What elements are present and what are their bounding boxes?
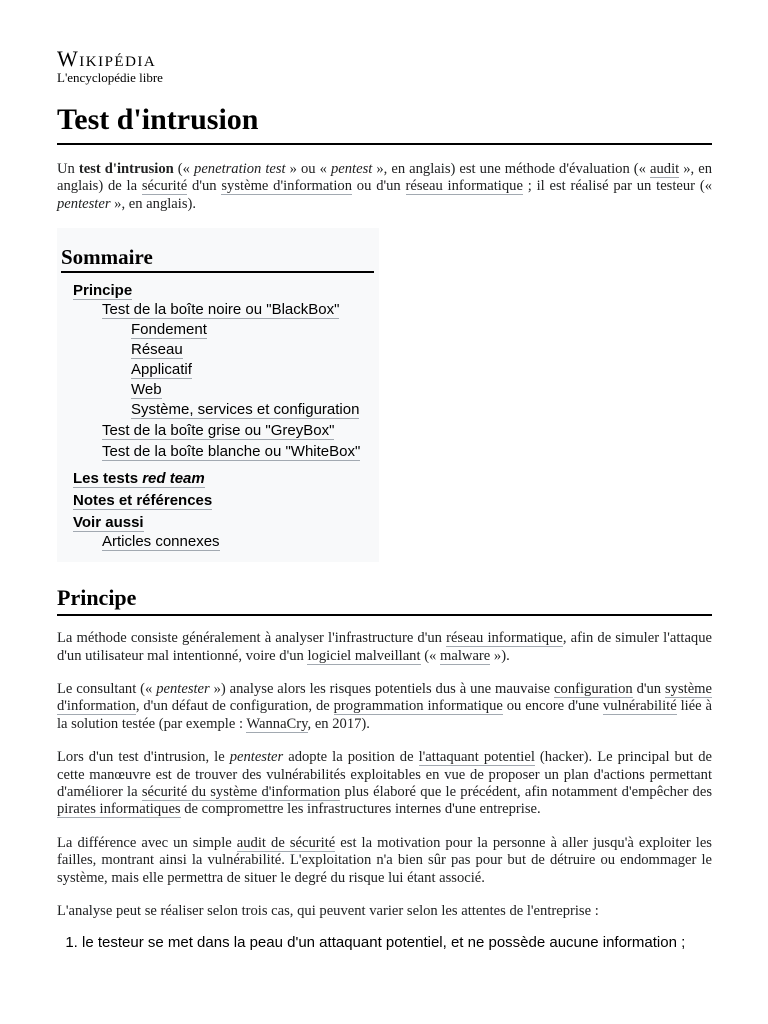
intro-italic-term: pentester	[57, 195, 111, 212]
toc-link[interactable]: Principe	[73, 282, 133, 300]
link-wannacry[interactable]: WannaCry	[246, 715, 308, 732]
toc-link[interactable]: Voir aussi	[73, 514, 144, 532]
intro-italic-term: pentest	[330, 161, 373, 177]
toc-link[interactable]: Web	[131, 381, 162, 399]
intro-text: », en anglais).	[110, 195, 197, 212]
toc-list	[61, 282, 379, 552]
para-text: , afin de simuler l'attaque d'un utilisateur mal intentionné, voire d'un	[57, 630, 712, 664]
para-text: d'un	[632, 681, 665, 698]
toc-link[interactable]: Test de la boîte blanche ou "WhiteBox"	[102, 443, 361, 461]
link-securite[interactable]: sécurité	[141, 178, 188, 195]
para-text: ou encore d'une	[502, 698, 603, 715]
link-securite-systeme-information[interactable]: sécurité du système d'information	[141, 784, 341, 801]
article-page	[57, 48, 712, 953]
principe-paragraph-1	[57, 630, 712, 665]
toc-link[interactable]: Applicatif	[131, 361, 192, 379]
toc-link[interactable]: Réseau	[131, 341, 183, 359]
toc-link[interactable]: Fondement	[131, 321, 207, 339]
para-text: , d'un défaut de configuration, de	[135, 698, 334, 715]
toc-item-principe[interactable]	[61, 282, 379, 299]
toc-link[interactable]: Test de la boîte grise ou "GreyBox"	[102, 422, 335, 440]
para-text: La différence avec un simple	[57, 834, 237, 851]
toc-link-text: Les tests	[73, 470, 143, 488]
para-text: plus élaboré que le précédent, afin notamment d'empêcher des	[340, 784, 712, 801]
link-systeme-information[interactable]: système d'information	[221, 178, 353, 195]
para-text: Lors d'un test d'intrusion, le	[57, 749, 230, 766]
link-configuration[interactable]: configuration	[554, 681, 633, 698]
link-attaquant-potentiel[interactable]: l'attaquant potentiel	[418, 749, 535, 766]
cases-list	[57, 933, 712, 953]
link-reseau-informatique[interactable]: réseau informatique	[446, 630, 563, 647]
toc-item-reseau[interactable]	[61, 340, 379, 360]
link-pirates-informatiques[interactable]: pirates informatiques	[57, 801, 181, 818]
intro-bold-term: test d'intrusion	[78, 161, 174, 177]
para-text: adopte la position de	[283, 749, 419, 766]
para-text: , en 2017).	[307, 715, 370, 732]
link-systeme-information[interactable]: système d'information	[57, 681, 713, 715]
para-text: Le consultant («	[57, 681, 157, 698]
toc-item-boite-grise[interactable]	[61, 421, 379, 441]
principe-paragraph-3	[57, 749, 712, 819]
toc-link[interactable]: Notes et références	[73, 492, 213, 510]
para-text: ») analyse alors les risques potentiels dus à une mauvaise	[209, 681, 555, 698]
principe-paragraph-2	[57, 681, 712, 733]
intro-paragraph	[57, 161, 712, 213]
para-text: La méthode consiste généralement à analyser l'infrastructure d'un	[57, 630, 447, 647]
para-italic: pentester	[229, 749, 284, 766]
link-vulnerabilite[interactable]: vulnérabilité	[602, 698, 677, 715]
principe-paragraph-4	[57, 835, 712, 887]
toc-item-systeme[interactable]	[61, 400, 379, 420]
intro-text: Un	[57, 161, 79, 177]
toc-title: Sommaire	[61, 244, 374, 273]
intro-text: ; il est réalisé par un testeur («	[522, 178, 712, 195]
link-logiciel-malveillant[interactable]: logiciel malveillant	[307, 647, 421, 664]
toc-item-boite-noire[interactable]	[61, 300, 379, 320]
toc-item-web[interactable]	[61, 380, 379, 400]
toc-item-articles-connexes[interactable]	[61, 532, 379, 552]
wikipedia-logo[interactable]	[57, 48, 712, 85]
section-heading-principe: Principe	[57, 584, 712, 616]
link-audit[interactable]: audit	[650, 161, 680, 177]
logo-tagline: L'encyclopédie libre	[57, 70, 163, 85]
link-audit-securite[interactable]: audit de sécurité	[236, 834, 336, 851]
para-italic: pentester	[156, 681, 210, 698]
para-text: («	[420, 647, 441, 664]
intro-text: d'un	[187, 178, 222, 195]
toc-item-fondement[interactable]	[61, 320, 379, 340]
para-text: de compromettre les infrastructures internes d'une entreprise.	[180, 801, 541, 818]
intro-italic-term: penetration test	[194, 161, 286, 177]
link-programmation-informatique[interactable]: programmation informatique	[333, 698, 503, 715]
toc-link[interactable]: Système, services et configuration	[131, 401, 360, 419]
toc-item-red-team[interactable]	[61, 470, 379, 487]
toc-link[interactable]	[73, 470, 205, 488]
table-of-contents	[57, 228, 379, 562]
link-reseau-informatique[interactable]: réseau informatique	[405, 178, 523, 195]
list-item: 1. le testeur se met dans la peau d'un attaquant potentiel, et ne possède aucune information ;	[82, 933, 712, 953]
link-malware[interactable]: malware	[440, 647, 491, 664]
intro-text: («	[173, 161, 195, 177]
intro-text: ou d'un	[352, 178, 406, 195]
page-title: Test d'intrusion	[57, 101, 712, 145]
toc-link[interactable]: Articles connexes	[102, 533, 220, 551]
intro-text: », en anglais) est une méthode d'évaluation («	[372, 161, 651, 177]
toc-item-applicatif[interactable]	[61, 360, 379, 380]
toc-link-italic: red team	[142, 470, 205, 488]
toc-item-notes[interactable]	[61, 492, 379, 509]
toc-item-voir-aussi[interactable]	[61, 514, 379, 531]
principe-paragraph-5: L'analyse peut se réaliser selon trois cas, qui peuvent varier selon les attentes de l'entreprise :	[57, 903, 599, 920]
toc-link[interactable]: Test de la boîte noire ou "BlackBox"	[102, 301, 340, 319]
para-text: »).	[490, 647, 510, 664]
intro-text: », en anglais) de la	[57, 161, 713, 195]
para-text: est la motivation pour la personne à aller jusqu'à exploiter les failles, montrant ainsi la vulnérabilité. L'exploitation n'a bien sûr pas pour but de détruire ou endommager le système, mais elle permettra de situer le degré du risque lui étant associé.	[57, 834, 712, 886]
intro-text: » ou «	[285, 161, 331, 177]
para-text: (hacker). Le principal but de cette manœuvre est de trouver des vulnérabilités exploitables en vue de proposer un plan d'actions permettant d'améliorer la	[57, 749, 712, 801]
para-text: liée à la solution testée (par exemple :	[57, 698, 713, 732]
logo-wordmark: Wikipédia	[57, 46, 157, 71]
toc-item-boite-blanche[interactable]	[61, 442, 379, 462]
